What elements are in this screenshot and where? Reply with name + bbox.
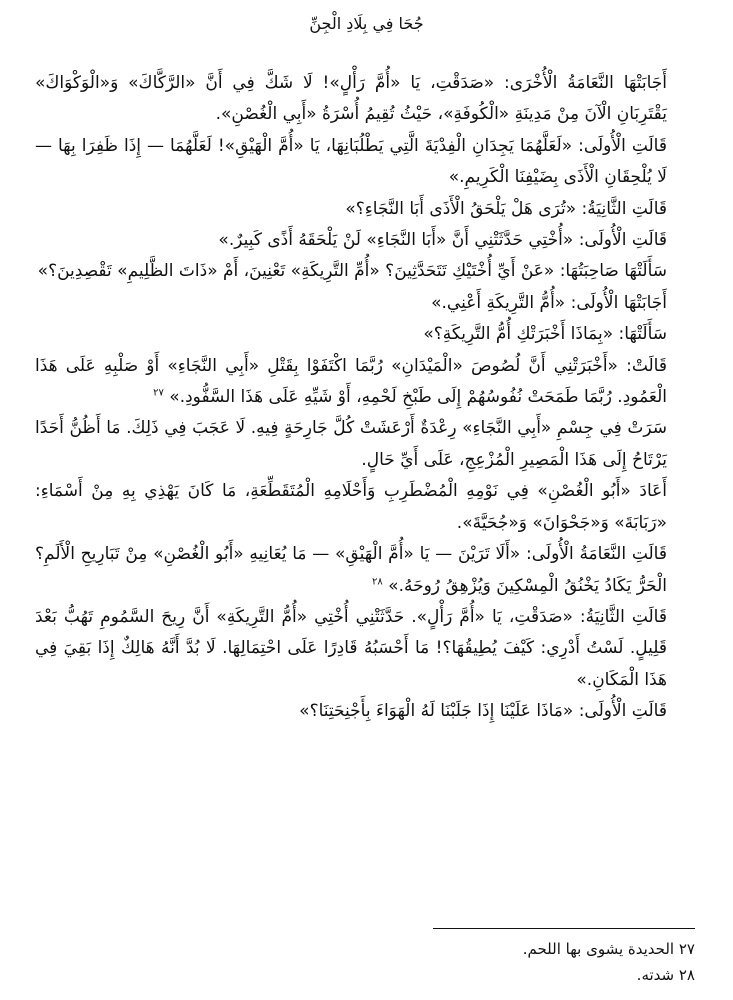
- paragraph: سَأَلَتْهَا صَاحِبَتُهَا: «عَنْ أَيِّ أُخْتَيْكِ تَتَحَدَّثِينَ؟ «أُمِّ التَّرِيكَةِ» تَعْنِينَ، أَمْ «ذَاتَ الظَّلِيمِ» تَقْصِدِينَ؟»: [37, 261, 667, 282]
- paragraph: سَرَتْ فِي جِسْمِ «أَبِي النَّجَاءِ» رِعْدَةٌ أَرْعَشَتْ كُلَّ جَارِحَةٍ فِيهِ. لَا عَجَبَ فِي ذَلِكَ. مَا أَظُنُّ أَحَدًا يَرْتَاحُ إِلَى هَذَا الْمَصِيرِ الْمُزْعِجِ، عَلَى أَيِّ حَالٍ.: [35, 418, 667, 470]
- page-body: [35, 68, 695, 728]
- paragraph-text: قَالَتِ النَّعَامَةُ الْأُولَى: «أَلَا تَرَيْنَ — يَا «أُمَّ الْهَيْقِ» — مَا يُعَانِيهِ «أَبُو الْغُصْنِ» مِنْ تَبَارِيحِ الْأَلَمِ؟ الْحَرُّ يَكَادُ يَخْنُقُ الْمِسْكِينَ وَيُزْهِقُ رُوحَهُ.»: [35, 544, 667, 596]
- footnote: ٢٨ شدته.: [636, 966, 695, 984]
- paragraph: أَعَادَ «أَبُو الْغُصْنِ» فِي نَوْمِهِ الْمُضْطَرِبِ وَأَحْلَامِهِ الْمُتَقَطِّعَةِ، مَا كَانَ يَهْذِي بِهِ مِنْ أَسْمَاءِ: «رَبَابَةَ» وَ«جَحْوَانَ» وَ«جُحَيَّةَ».: [35, 481, 667, 533]
- paragraph: قَالَتِ الْأُولَى: «مَاذَا عَلَيْنَا إِذَا جَلَبْنَا لَهُ الْهَوَاءَ بِأَجْنِحَتِنَا؟»: [299, 701, 667, 722]
- paragraph: قَالَتِ الْأُولَى: «أُخْتِي حَدَّثَتْنِي أَنَّ «أَبَا النَّجَاءِ» لَنْ يَلْحَقَهُ أَذًى كَبِيرٌ.»: [218, 230, 667, 251]
- paragraph: أَجَابَتْهَا النَّعَامَةُ الْأُخْرَى: «صَدَقْتِ، يَا «أُمَّ رَأْلٍ»! لَا شَكَّ فِي أَنَّ «الرَّكَّاكَ» وَ«الْوَكْوَاكَ» يَقْتَرِبَانِ الْآنَ مِنْ مَدِينَةِ «الْكُوفَةِ»، حَيْثُ تُقِيمُ أُسْرَةُ «أَبِي الْغُصْنِ».: [35, 73, 667, 125]
- footnote: ٢٧ الحديدة يشوى بها اللحم.: [522, 940, 695, 958]
- paragraph-text: قَالَتْ: «أَخْبَرَتْنِي أَنَّ لُصُوصَ «الْمَيْدَانِ» رُبَّمَا اكْتَفَوْا بِقَتْلِ «أَبِي النَّجَاءِ» أَوْ صَلْبِهِ عَلَى هَذَا الْعَمُودِ. رُبَّمَا طَمَحَتْ نُفُوسُهُمْ إِلَى طَبْخِ لَحْمِهِ، أَوْ شَيِّهِ عَلَى هَذَا السَّفُّودِ.»: [35, 355, 667, 408]
- footnotes: [35, 936, 695, 988]
- page-header: جُحَا فِي بِلَادِ الْجِنِّ: [309, 14, 424, 33]
- paragraph: قَالَتِ الثَّانِيَةُ: «صَدَقْتِ، يَا «أُمَّ رَأْلٍ». حَدَّثَتْنِي أُخْتِي «أُمُّ التَّرِيكَةِ» أَنَّ رِيحَ السَّمُومِ تَهُبُّ بَعْدَ قَلِيلٍ. لَسْتُ أَدْرِي: كَيْفَ يُطِيقُهَا؟! مَا أَحْسَبُهُ قَادِرًا عَلَى احْتِمَالِهَا. لَا بُدَّ أَنَّهُ هَالِكٌ إِذَا بَقِيَ فِي هَذَا الْمَكَانِ.»: [35, 606, 667, 690]
- footnote-mark: ٢٧: [153, 387, 164, 399]
- paragraph-with-footnote: [35, 351, 695, 414]
- footnote-mark: ٢٨: [372, 575, 383, 587]
- paragraph-with-footnote: [35, 539, 695, 602]
- paragraph: قَالَتِ الثَّانِيَةُ: «تُرَى هَلْ يَلْحَقُ الْأَذَى أَبَا النَّجَاءِ؟»: [345, 198, 667, 219]
- footnote-divider: [433, 928, 695, 929]
- paragraph: قَالَتِ الْأُولَى: «لَعَلَّهُمَا يَجِدَانِ الْفِدْيَةَ الَّتِي يَطْلُبَانِهَا، يَا «أُمَّ الْهَيْقِ»! لَعَلَّهُمَا — إِذَا ظَفِرَا بِهَا — لَا يُلْحِقَانِ الْأَذَى بِضَيْفِنَا الْكَرِيمِ.»: [35, 135, 667, 188]
- paragraph: سَأَلَتْهَا: «بِمَاذَا أَخْبَرَتْكِ أُمُّ التَّرِيكَةِ؟»: [423, 324, 667, 345]
- paragraph: أَجَابَتْهَا الْأُولَى: «أُمُّ التَّرِيكَةِ أَعْنِي.»: [431, 292, 667, 313]
